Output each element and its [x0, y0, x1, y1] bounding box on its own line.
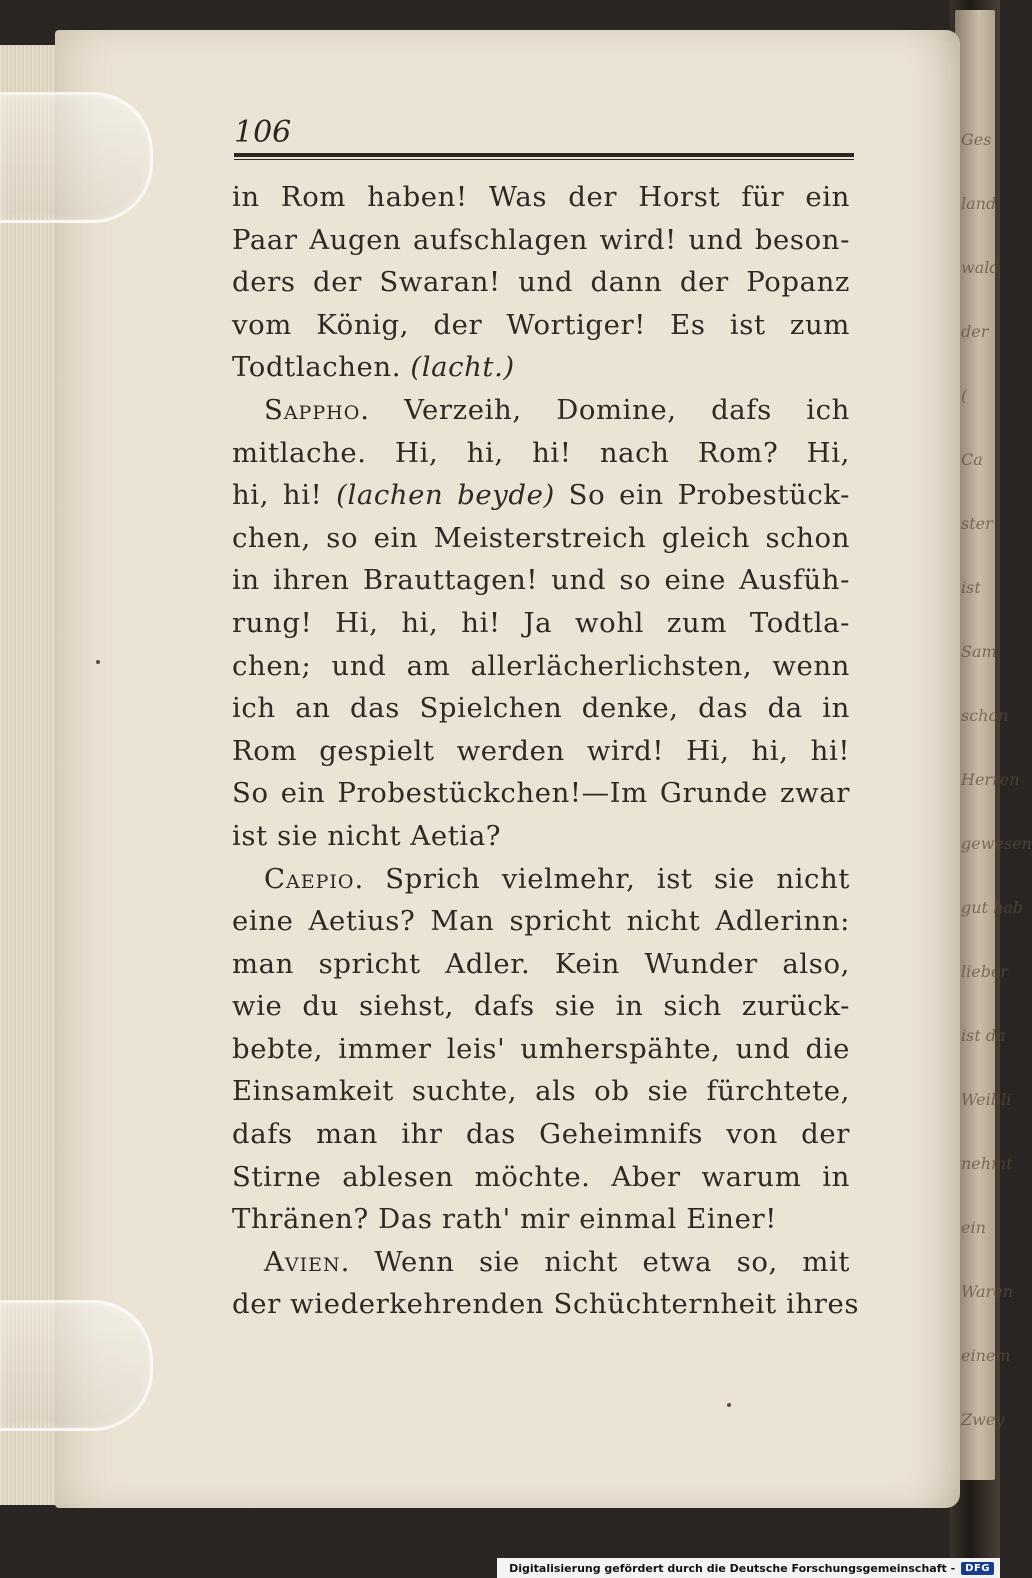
text-run: ich an das Spielchen denke, das da in [232, 692, 850, 725]
text-run: der wiederkehrenden Schüchternheit ihres [232, 1288, 860, 1321]
text-line [232, 517, 850, 560]
text-line [232, 346, 850, 389]
text-line [232, 261, 850, 304]
text-run: eine Aetius? Man spricht nicht Adlerinn: [232, 905, 850, 938]
text-run: rung! Hi, hi, hi! Ja wohl zum Todtla- [232, 606, 850, 639]
text-line [232, 219, 850, 262]
page-number: 106 [234, 115, 292, 150]
text-run: Rom gespielt werden wird! Hi, hi, hi! [232, 734, 850, 767]
speaker-name: Avien [264, 1245, 341, 1278]
text-run: wie du siehst, dafs sie in sich zurück- [232, 990, 850, 1023]
stage-direction: (lacht.) [410, 351, 515, 384]
text-line [232, 900, 850, 943]
text-line [232, 1028, 850, 1071]
text-run: ist sie nicht Aetia? [232, 819, 502, 852]
text-run: Stirne ablesen möchte. Aber warum in [232, 1160, 850, 1193]
next-page-fragment: der [961, 322, 989, 341]
text-line [232, 943, 850, 986]
text-line [232, 176, 850, 219]
next-page-fragment: Ges [961, 130, 992, 149]
text-run: dafs man ihr das Geheimnifs von der [232, 1118, 850, 1151]
text-line [232, 858, 850, 901]
text-line [232, 559, 850, 602]
next-page-fragment: gut hab [961, 898, 1024, 917]
text-run: . Wenn sie nicht etwa so, mit [340, 1245, 850, 1278]
text-line [232, 432, 850, 475]
text-line [232, 1156, 850, 1199]
page-header [234, 115, 854, 155]
text-run: hi, hi! [232, 479, 337, 512]
text-line [232, 730, 850, 773]
next-page-fragment: lieber [961, 962, 1009, 981]
stage-direction: (lachen beyde) [336, 479, 555, 512]
text-run: bebte, immer leis' umherspähte, und die [232, 1032, 850, 1065]
next-page-fragment: Weibli [961, 1090, 1012, 1109]
next-page-fragment: Sam [961, 642, 997, 661]
text-run: Paar Augen aufschlagen wird! und beson- [232, 223, 850, 256]
text-line [232, 1113, 850, 1156]
text-line [232, 1070, 850, 1113]
text-line [232, 1198, 850, 1241]
next-page-fragment: ist [961, 578, 981, 597]
text-run: in Rom haben! Was der Horst für ein [232, 181, 850, 213]
text-run: in ihren Brauttagen! und so eine Ausfüh- [232, 564, 850, 597]
page-clip-top [0, 92, 153, 223]
next-page-fragment: einem [961, 1346, 1011, 1365]
speaker-name: Sappho [264, 393, 361, 426]
next-page-fragment: ster [961, 514, 993, 533]
text-line [232, 474, 850, 517]
text-line [232, 304, 850, 347]
text-run: man spricht Adler. Kein Wunder also, [232, 947, 850, 980]
next-page-fragment: ( [961, 386, 968, 405]
text-run: chen; und am allerlächerlichsten, wenn [232, 649, 850, 682]
header-rule [234, 153, 854, 160]
text-line [232, 645, 850, 688]
text-run: ders der Swaran! und dann der Popanz [232, 266, 850, 299]
dfg-logo: DFG [961, 1562, 994, 1575]
text-run: So ein Probestückchen!—Im Grunde zwar [232, 777, 850, 810]
text-run: Todtlachen. [232, 351, 411, 384]
body-text [232, 176, 860, 1326]
text-line [232, 815, 850, 858]
text-run: mitlache. Hi, hi, hi! nach Rom? Hi, [232, 436, 850, 469]
text-run: So ein Probestück- [554, 479, 851, 512]
next-page-fragment: ein [961, 1218, 986, 1237]
text-run: Thränen? Das rath' mir einmal Einer! [232, 1203, 777, 1236]
paper-speck [96, 660, 100, 664]
next-page-fragment: land [961, 194, 997, 213]
next-page-edge [955, 10, 1032, 1480]
next-page-fragment: Ca [961, 450, 983, 469]
footer-credit [497, 1558, 1000, 1578]
next-page-fragment: nehmt [961, 1154, 1013, 1173]
text-line [232, 1283, 860, 1326]
text-line [232, 687, 850, 730]
text-run: . Verzeih, Domine, dafs ich [360, 393, 850, 426]
next-page-fragment: ist da [961, 1026, 1006, 1045]
speaker-name: Caepio [264, 862, 355, 895]
next-page-fragment: Zwey [961, 1410, 1005, 1429]
next-page-fragment: gewesen [961, 834, 1032, 853]
page-clip-bottom [0, 1300, 153, 1431]
text-run: . Sprich vielmehr, ist sie nicht [354, 862, 850, 895]
text-run: Einsamkeit suchte, als ob sie fürchtete, [232, 1075, 850, 1108]
paper-speck [727, 1403, 731, 1407]
next-page-fragment: Herren [961, 770, 1020, 789]
text-run: vom König, der Wortiger! Es ist zum [232, 308, 850, 341]
page-edges-stack [0, 45, 60, 1505]
text-run: chen, so ein Meisterstreich gleich schon [232, 521, 850, 554]
text-line [232, 1241, 850, 1284]
text-line [232, 772, 850, 815]
next-page-fragment: wald [961, 258, 1000, 277]
next-page-fragment: schon [961, 706, 1009, 725]
text-line [232, 389, 850, 432]
text-line [232, 985, 850, 1028]
next-page-fragment: Waren [961, 1282, 1014, 1301]
footer-text: Digitalisierung gefördert durch die Deutsche Forschungsgemeinschaft - [509, 1561, 956, 1575]
text-line [232, 602, 850, 645]
